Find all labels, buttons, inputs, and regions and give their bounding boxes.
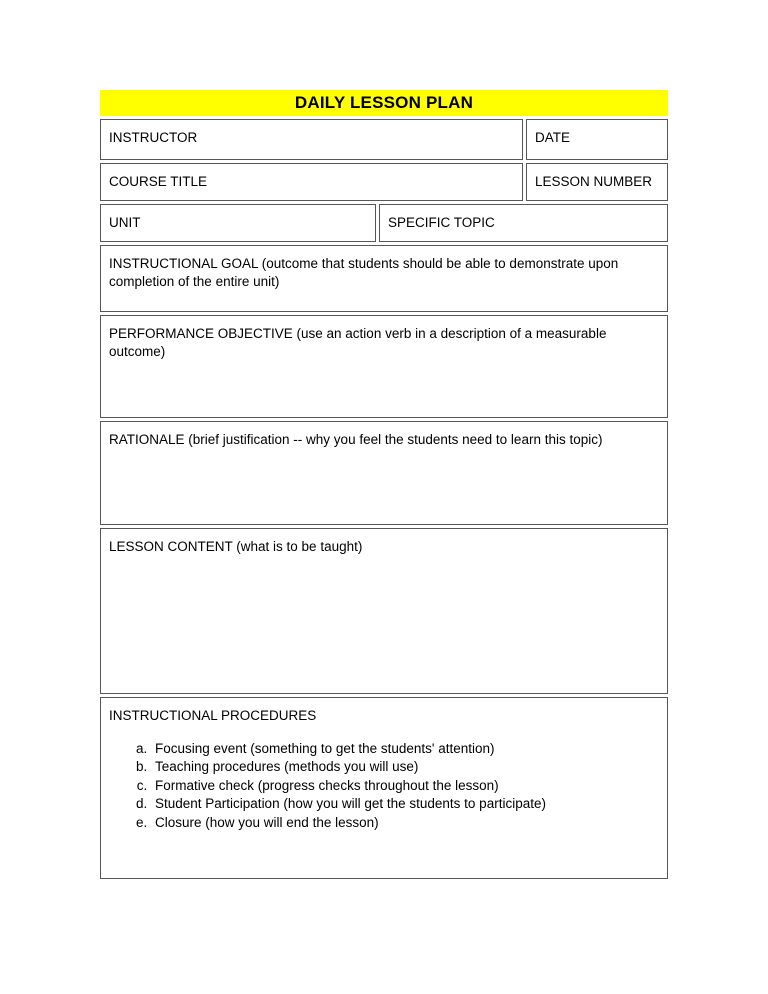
lesson-number-label: LESSON NUMBER: [535, 174, 653, 189]
lesson-plan-form: [97, 87, 671, 882]
performance-objective-cell: [100, 315, 668, 418]
instructor-cell: [100, 119, 523, 160]
performance-objective-label: PERFORMANCE OBJECTIVE (use an action verb in a description of a measurable outcome): [109, 326, 607, 359]
procedure-item-student-participation: d. Student Participation (how you will get the students to participate): [151, 795, 561, 813]
procedure-item-teaching-procedures: b. Teaching procedures (methods you will use): [151, 758, 561, 776]
procedures-list: [109, 740, 561, 832]
rationale-cell: [100, 421, 668, 525]
instructor-label: INSTRUCTOR: [109, 130, 198, 145]
date-label: DATE: [535, 130, 571, 145]
instructional-goal-cell: [100, 245, 668, 312]
date-cell: [526, 119, 668, 160]
unit-cell: [100, 204, 376, 242]
lesson-number-cell: [526, 163, 668, 201]
course-title-cell: [100, 163, 523, 201]
page-title: DAILY LESSON PLAN: [294, 93, 474, 112]
lesson-content-cell: [100, 528, 668, 694]
unit-label: UNIT: [109, 215, 141, 230]
instructional-procedures-label: INSTRUCTIONAL PROCEDURES: [109, 708, 317, 723]
specific-topic-cell: [379, 204, 668, 242]
rationale-label: RATIONALE (brief justification -- why you feel the students need to learn this topic): [109, 432, 603, 447]
procedure-item-closure: e. Closure (how you will end the lesson): [151, 814, 561, 832]
lesson-content-label: LESSON CONTENT (what is to be taught): [109, 539, 363, 554]
instructional-procedures-cell: [100, 697, 668, 879]
title-banner: [100, 90, 668, 116]
procedure-item-focusing-event: a. Focusing event (something to get the students' attention): [151, 740, 561, 758]
procedure-item-formative-check: c. Formative check (progress checks throughout the lesson): [151, 777, 561, 795]
specific-topic-label: SPECIFIC TOPIC: [388, 215, 495, 230]
instructional-goal-label: INSTRUCTIONAL GOAL (outcome that students should be able to demonstrate upon completion of the entire unit): [109, 256, 619, 289]
course-title-label: COURSE TITLE: [109, 174, 208, 189]
